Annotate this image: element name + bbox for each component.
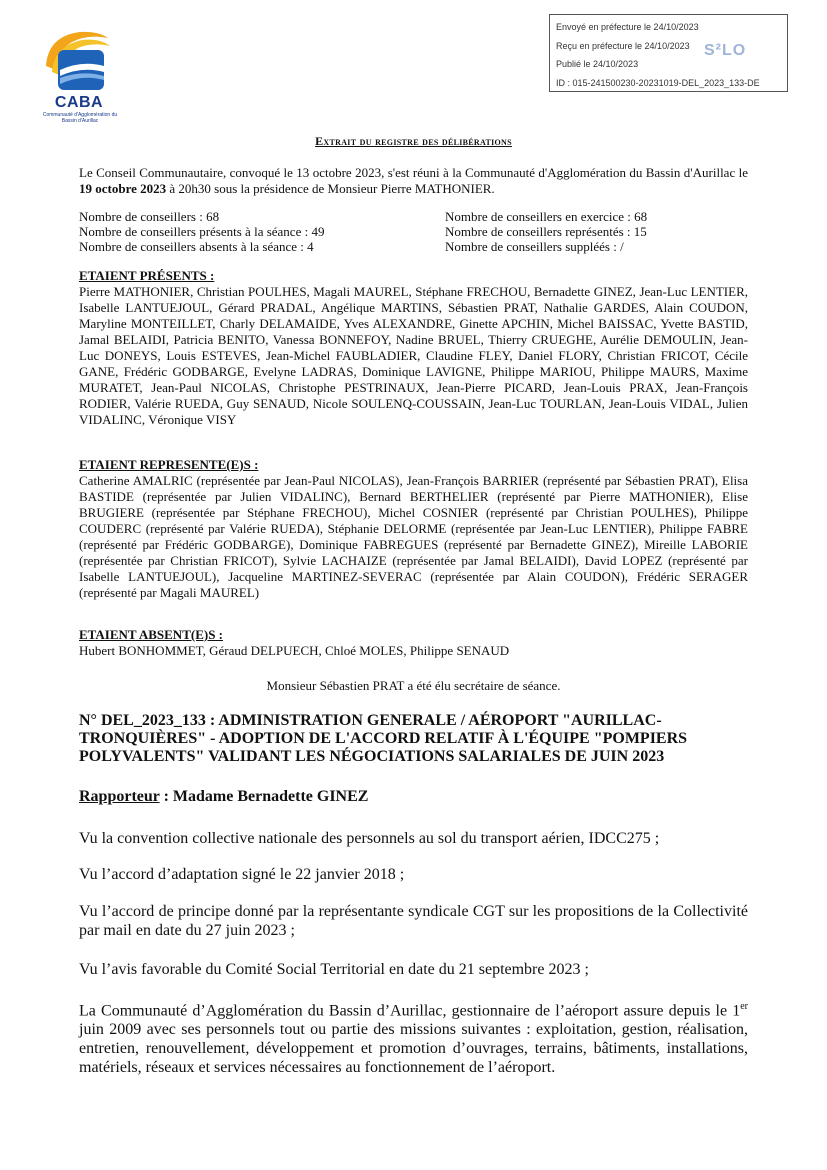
logo-name: CABA [54, 94, 104, 111]
caba-emblem-icon [38, 26, 120, 94]
mission-sup: er [740, 1001, 748, 1012]
caba-logo [38, 26, 120, 132]
absent-list: Hubert BONHOMMET, Géraud DELPUECH, Chloé MOLES, Philippe SENAUD [79, 643, 510, 658]
counts-left [79, 209, 439, 254]
mission-text-2: juin 2009 avec ses personnels tout ou partie des missions suivantes : exploitation, gestion, réalisation, entretien, renouvellement, développement et promotion d’ouvrages, terrains, bâtiments, installations, matériels, réseaux et services nécessaires au fonctionnement de l’aéroport. [79, 1021, 748, 1077]
secretary-line: Monsieur Sébastien PRAT a été élu secrétaire de séance. [266, 678, 561, 693]
vu-convention: Vu la convention collective nationale des personnels au sol du transport aérien, IDCC275 ; [79, 830, 660, 847]
count-represented: Nombre de conseillers représentés : 15 [445, 224, 647, 239]
document-title: Extrait du registre des délibérations [315, 134, 512, 148]
s2lo-logo: S²LO [704, 42, 747, 59]
mission-text-1: La Communauté d’Agglomération du Bassin d’Aurillac, gestionnaire de l’aéroport assure depuis le 1 [79, 1002, 741, 1020]
prefecture-stamp [549, 14, 788, 92]
deliberation-title: N° DEL_2023_133 : ADMINISTRATION GENERALE / AÉROPORT "AURILLAC-TRONQUIÈRES" - ADOPTION DE L'ACCORD RELATIF À L'ÉQUIPE "POMPIERS POLYVALENTS" VALIDANT LES NÉGOCIATIONS SALARIALES DE JUIN 2023 [79, 712, 688, 765]
vu-accord-principe: Vu l’accord de principe donné par la représentante syndicale CGT sur les propositions de la Collectivité par mail en date du 27 juin 2023 ; [79, 903, 748, 939]
absent-heading: ETAIENT ABSENT(E)S : [79, 627, 224, 642]
counts-right [445, 209, 745, 254]
meeting-date: 19 octobre 2023 [79, 181, 167, 196]
represented-section [79, 457, 748, 601]
stamp-id-line: ID : 015-241500230-20231019-DEL_2023_133-DE [556, 77, 760, 88]
count-absent: Nombre de conseillers absents à la séance : 4 [79, 239, 314, 254]
presents-heading: ETAIENT PRÉSENTS : [79, 268, 215, 283]
represented-list: Catherine AMALRIC (représentée par Jean-Paul NICOLAS), Jean-François BARRIER (représenté par Sébastien PRAT), Elisa BASTIDE (représentée par Julien VIDALINC), Bernard BERTHELIER (représenté par Pierre MATHONIER), Elise BRUGIERE (représentée par Stéphane FRECHOU), Michel COSNIER (représenté par Christian POULHES), Philippe COUDERC (représenté par Valérie RUEDA), Stéphanie DELORME (représentée par Jean-Luc LENTIER), Philippe FABRE (représenté par Frédéric GODBARGE), Dominique FABREGUES (représenté par Bernadette GINEZ), Mireille LABORIE (représentée par Christian FRICOT), Sylvie LACHAIZE (représentée par Jamal BELAIDI), David LOPEZ (représenté par Isabelle LANTUEJOUL), Jacqueline MARTINEZ-SEVERAC (représentée par Alain COUDON), Frédéric SERAGER (représenté par Magali MAUREL) [79, 473, 748, 600]
rapporteur-label: Rapporteur [79, 788, 160, 805]
intro-text-1: Le Conseil Communautaire, convoqué le 13 octobre 2023, s'est réuni à la Communauté d'Agglomération du Bassin d'Aurillac le [79, 165, 748, 180]
intro-paragraph [79, 165, 748, 197]
absent-section [79, 627, 748, 659]
stamp-sent-line: Envoyé en préfecture le 24/10/2023 [556, 22, 699, 32]
rapporteur-name: : Madame Bernadette GINEZ [159, 788, 369, 805]
rapporteur-line [79, 788, 748, 806]
count-in-office: Nombre de conseillers en exercice : 68 [445, 209, 648, 224]
presents-list: Pierre MATHONIER, Christian POULHES, Magali MAUREL, Stéphane FRECHOU, Bernadette GINEZ, Jean-Luc LENTIER, Isabelle LANTUEJOUL, Gérard PRADAL, Angélique MARTINS, Sébastien PRAT, Nathalie GARDES, Alain COUDON, Maryline MONTEILLET, Charly DELAMAIDE, Yves ALEXANDRE, Ginette APCHIN, Michel BAISSAC, Yvette BASTID, Jamal BELAIDI, Patricia BENITO, Vanessa BONNEFOY, Nadine BRUEL, Thierry CRUEGHE, Aurélie DEMOULIN, Jean-Luc DONEYS, Louis ESTEVES, Jean-Michel FAUBLADIER, Claudine FLEY, Daniel FLORY, Christian FRICOT, Cécile GANE, Frédéric GODBARGE, Evelyne LADRAS, Dominique LAVIGNE, Philippe MARIOU, Philippe MAURS, Maxime MURATET, Jean-Paul NICOLAS, Christophe PESTRINAUX, Jean-Pierre PICARD, Jean-Louis PRAX, Jean-François RODIER, Valérie RUEDA, Guy SENAUD, Nicole SOULENQ-COUSSAIN, Jean-Luc TOURLAN, Jean-Louis VIDAL, Julien VIDALINC, Véronique VISY [79, 284, 748, 427]
represented-heading: ETAIENT REPRESENTE(E)S : [79, 457, 259, 472]
presents-section [79, 268, 748, 428]
count-substituted: Nombre de conseillers suppléés : / [445, 239, 624, 254]
intro-text-2: à 20h30 sous la présidence de Monsieur Pierre MATHONIER. [166, 181, 495, 196]
logo-subtitle: Communauté d'Agglomération du Bassin d'Aurillac [42, 112, 118, 124]
count-present: Nombre de conseillers présents à la séance : 49 [79, 224, 325, 239]
vu-accord-adaptation: Vu l’accord d’adaptation signé le 22 janvier 2018 ; [79, 866, 405, 883]
stamp-published-line: Publié le 24/10/2023 [556, 59, 639, 69]
mission-paragraph [79, 997, 748, 1077]
count-total: Nombre de conseillers : 68 [79, 209, 220, 224]
stamp-received-line: Reçu en préfecture le 24/10/2023 [556, 40, 690, 51]
vu-avis-comite: Vu l’avis favorable du Comité Social Territorial en date du 21 septembre 2023 ; [79, 961, 589, 978]
